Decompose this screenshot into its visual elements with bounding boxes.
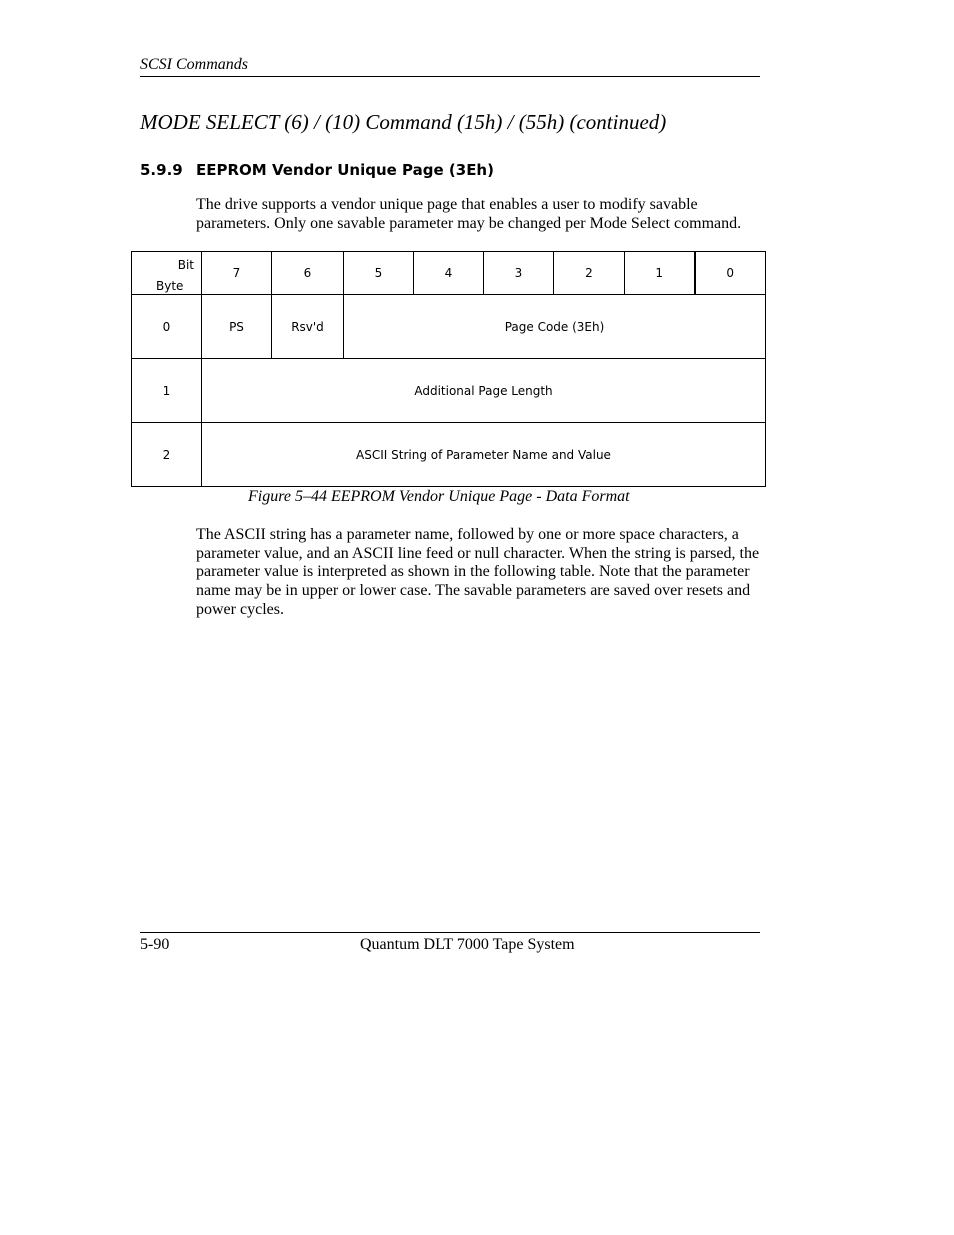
bit-header-5: 5 — [344, 252, 414, 295]
subsection-number: 5.9.9 — [140, 161, 183, 179]
reserved-cell: Rsv'd — [272, 295, 344, 359]
byte-number-cell: 2 — [132, 423, 202, 487]
table-row — [132, 295, 766, 359]
bit-header-6: 6 — [272, 252, 344, 295]
byte-number-cell: 1 — [132, 359, 202, 423]
bit-label: Bit — [177, 258, 194, 272]
figure-caption: Figure 5–44 EEPROM Vendor Unique Page - Data Format — [248, 488, 630, 505]
body-paragraph: The ASCII string has a parameter name, followed by one or more space characters, a parameter value, and an ASCII line feed or null character. When the string is parsed, the parameter value is interpreted as shown in the following table. Note that the parameter name may be in upper or lower case. The savable parameters are saved over resets and power cycles. — [196, 526, 760, 618]
page-code-cell: Page Code (3Eh) — [344, 295, 766, 359]
footer-rule — [140, 932, 760, 933]
bit-header-2: 2 — [554, 252, 625, 295]
running-head: SCSI Commands — [140, 56, 249, 73]
bit-header-1: 1 — [625, 252, 695, 295]
bit-header-row — [132, 252, 766, 295]
header-rule — [140, 76, 760, 77]
section-title: MODE SELECT (6) / (10) Command (15h) / (55h) (continued) — [140, 110, 667, 134]
additional-page-length-cell: Additional Page Length — [202, 359, 766, 423]
bit-header-3: 3 — [484, 252, 554, 295]
intro-paragraph: The drive supports a vendor unique page that enables a user to modify savable parameters. Only one savable parameter may be changed per Mode Select command. — [196, 196, 742, 232]
subsection-heading — [140, 161, 494, 179]
bit-byte-corner-cell — [132, 252, 202, 295]
book-title: Quantum DLT 7000 Tape System — [360, 936, 575, 953]
bit-header-4: 4 — [414, 252, 484, 295]
table-row — [132, 359, 766, 423]
bit-header-0: 0 — [695, 252, 766, 295]
byte-label: Byte — [156, 279, 184, 293]
table-row — [132, 423, 766, 487]
subsection-title: EEPROM Vendor Unique Page (3Eh) — [196, 161, 494, 179]
page-format-table — [131, 251, 766, 487]
ps-cell: PS — [202, 295, 272, 359]
bit-header-7: 7 — [202, 252, 272, 295]
page-number: 5-90 — [140, 936, 170, 953]
ascii-string-cell: ASCII String of Parameter Name and Value — [202, 423, 766, 487]
byte-number-cell: 0 — [132, 295, 202, 359]
